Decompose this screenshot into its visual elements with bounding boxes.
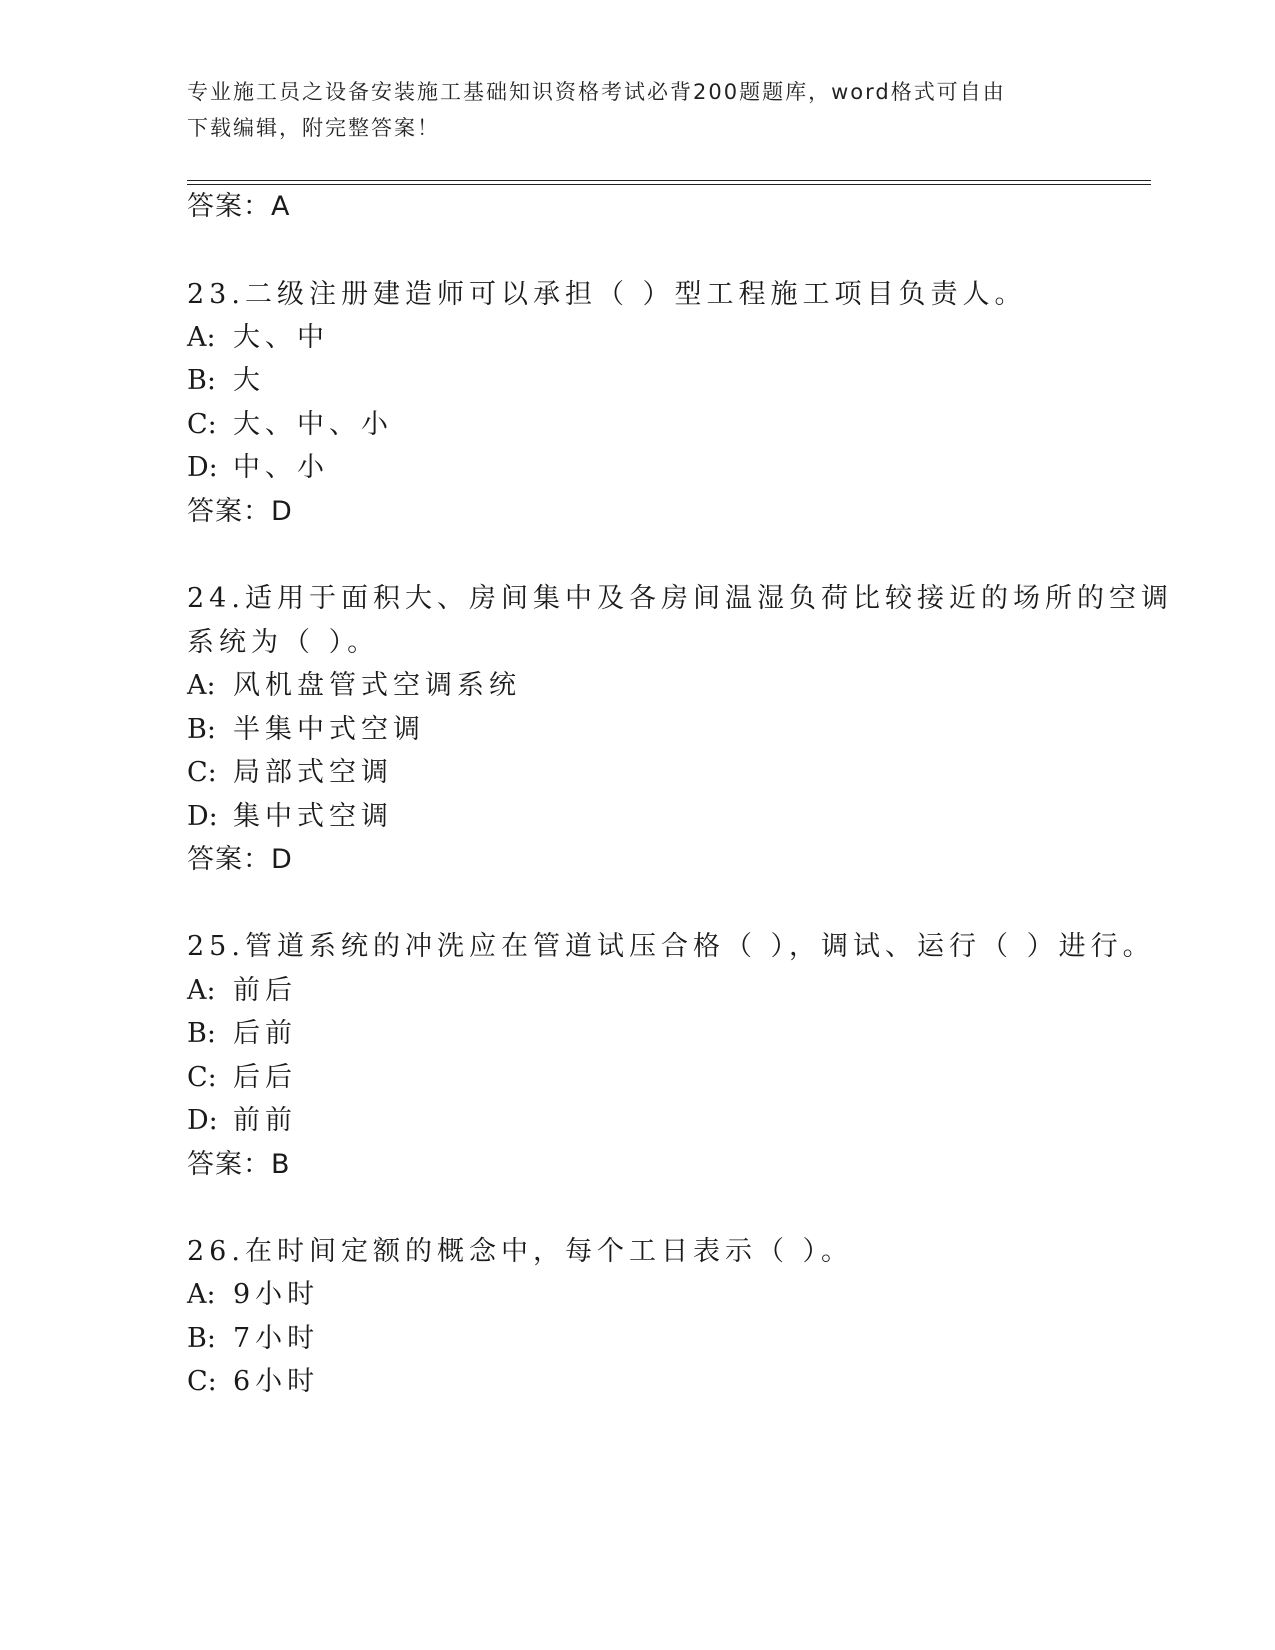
question-25-stem: 25.管道系统的冲洗应在管道试压合格（ ），调试、运行（ ）进行。	[187, 931, 1155, 962]
previous-answer: 答案：A	[187, 191, 291, 222]
question-26-option-b: B: 7小时	[187, 1323, 320, 1354]
question-26-stem: 26.在时间定额的概念中，每个工日表示（ ）。	[187, 1236, 854, 1267]
document-header	[187, 74, 1067, 146]
question-24-stem-line-1: 24.适用于面积大、房间集中及各房间温湿负荷比较接近的场所的空调	[187, 583, 1173, 614]
header-divider-bottom	[187, 184, 1151, 185]
question-23-option-c: C: 大、中、小	[187, 409, 393, 440]
question-25-option-a: A: 前后	[187, 975, 297, 1006]
header-divider-top	[187, 180, 1151, 181]
question-23-stem: 23.二级注册建造师可以承担（ ）型工程施工项目负责人。	[187, 279, 1027, 310]
header-line-2: 下载编辑，附完整答案！	[187, 116, 440, 140]
question-24-answer: 答案：D	[187, 844, 293, 875]
question-23-option-b: B: 大	[187, 365, 265, 396]
question-25-option-d: D: 前前	[187, 1105, 297, 1136]
question-25-option-c: C: 后后	[187, 1062, 297, 1093]
question-24-stem-line-2: 系统为（ ）。	[187, 627, 380, 658]
question-23-option-a: A: 大、中	[187, 322, 329, 353]
question-26-option-a: A: 9小时	[187, 1279, 320, 1310]
question-23-answer: 答案：D	[187, 496, 293, 527]
question-25-option-b: B: 后前	[187, 1018, 297, 1049]
header-line-1: 专业施工员之设备安装施工基础知识资格考试必背200题题库，word格式可自由	[187, 80, 1006, 104]
question-23-option-d: D: 中、小	[187, 452, 329, 483]
question-24-option-d: D: 集中式空调	[187, 801, 393, 832]
question-25-answer: 答案：B	[187, 1149, 291, 1180]
question-24-option-a: A: 风机盘管式空调系统	[187, 670, 521, 701]
question-24-option-c: C: 局部式空调	[187, 757, 393, 788]
question-26-option-c: C: 6小时	[187, 1366, 320, 1397]
question-24-option-b: B: 半集中式空调	[187, 714, 425, 745]
